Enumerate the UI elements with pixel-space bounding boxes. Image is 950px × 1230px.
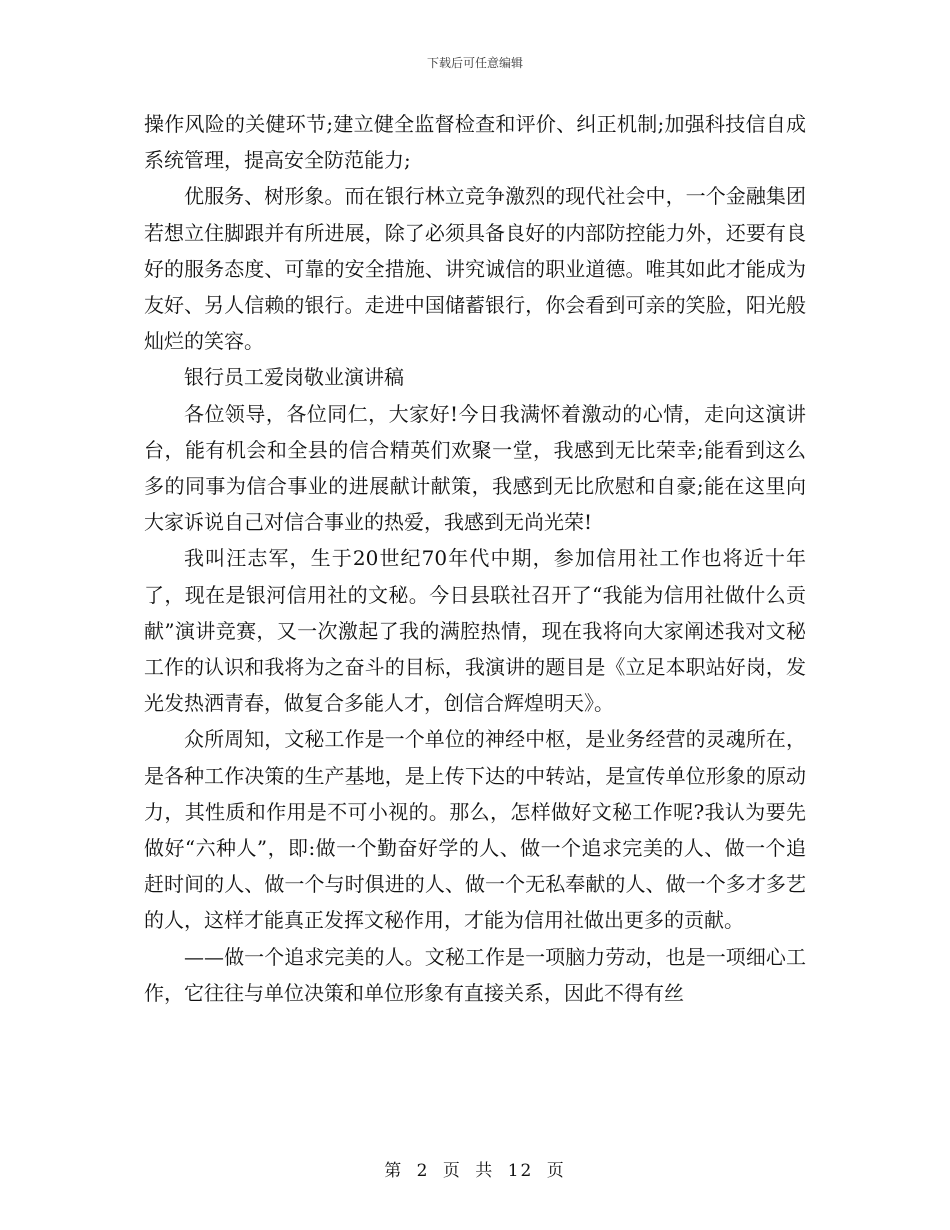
page-footer: 第 2 页 共 12 页 [384,1161,566,1181]
paragraph-3: 各位领导，各位同仁，大家好!今日我满怀着激动的心情，走向这演讲台，能有机会和全县的信合精英们欢聚一堂，我感到无比荣幸;能看到这么多的同事为信合事业的进展献计献策，我感到无比欣慰和自豪;能在这里向大家诉说自己对信合事业的热爱，我感到无尚光荣! [144,401,806,535]
paragraph-4: 我叫汪志军，生于20世纪70年代中期，参加信用社工作也将近十年了，现在是银河信用社的文秘。今日县联社召开了“我能为信用社做什么贡献”演讲竞赛，又一次激起了我的满腔热情，现在我将向大家阐述我对文秘工作的认识和我将为之奋斗的目标，我演讲的题目是《立足本职站好岗，发光发热洒青春，做复合多能人才，创信合辉煌明天》。 [144,546,806,716]
document-body [144,106,806,1011]
paragraph-5: 众所周知，文秘工作是一个单位的神经中枢，是业务经营的灵魂所在，是各种工作决策的生产基地，是上传下达的中转站，是宣传单位形象的原动力，其性质和作用是不可小视的。那么，怎样做好文秘工作呢?我认为要先做好“六种人”，即:做一个勤奋好学的人、做一个追求完美的人、做一个追赶时间的人、做一个与时俱进的人、做一个无私奉献的人、做一个多才多艺的人，这样才能真正发挥文秘作用，才能为信用社做出更多的贡献。 [144,727,806,933]
page-header: 下载后可任意编辑 [426,56,523,70]
paragraph-1: 操作风险的关健环节;建立健全监督检查和评价、纠正机制;加强科技信自成系统管理，提高安全防范能力; [144,112,806,173]
paragraph-6: ——做一个追求完美的人。文秘工作是一项脑力劳动，也是一项细心工作，它往往与单位决策和单位形象有直接关系，因此不得有丝 [144,944,806,1005]
paragraph-2: 优服务、树形象。而在银行林立竞争激烈的现代社会中，一个金融集团若想立住脚跟并有所进展，除了必须具备良好的内部防控能力外，还要有良好的服务态度、可靠的安全措施、讲究诚信的职业道德。唯其如此才能成为友好、另人信赖的银行。走进中国储蓄银行，你会看到可亲的笑脸，阳光般灿烂的笑容。 [144,184,806,354]
section-title: 银行员工爱岗敬业演讲稿 [184,365,404,390]
